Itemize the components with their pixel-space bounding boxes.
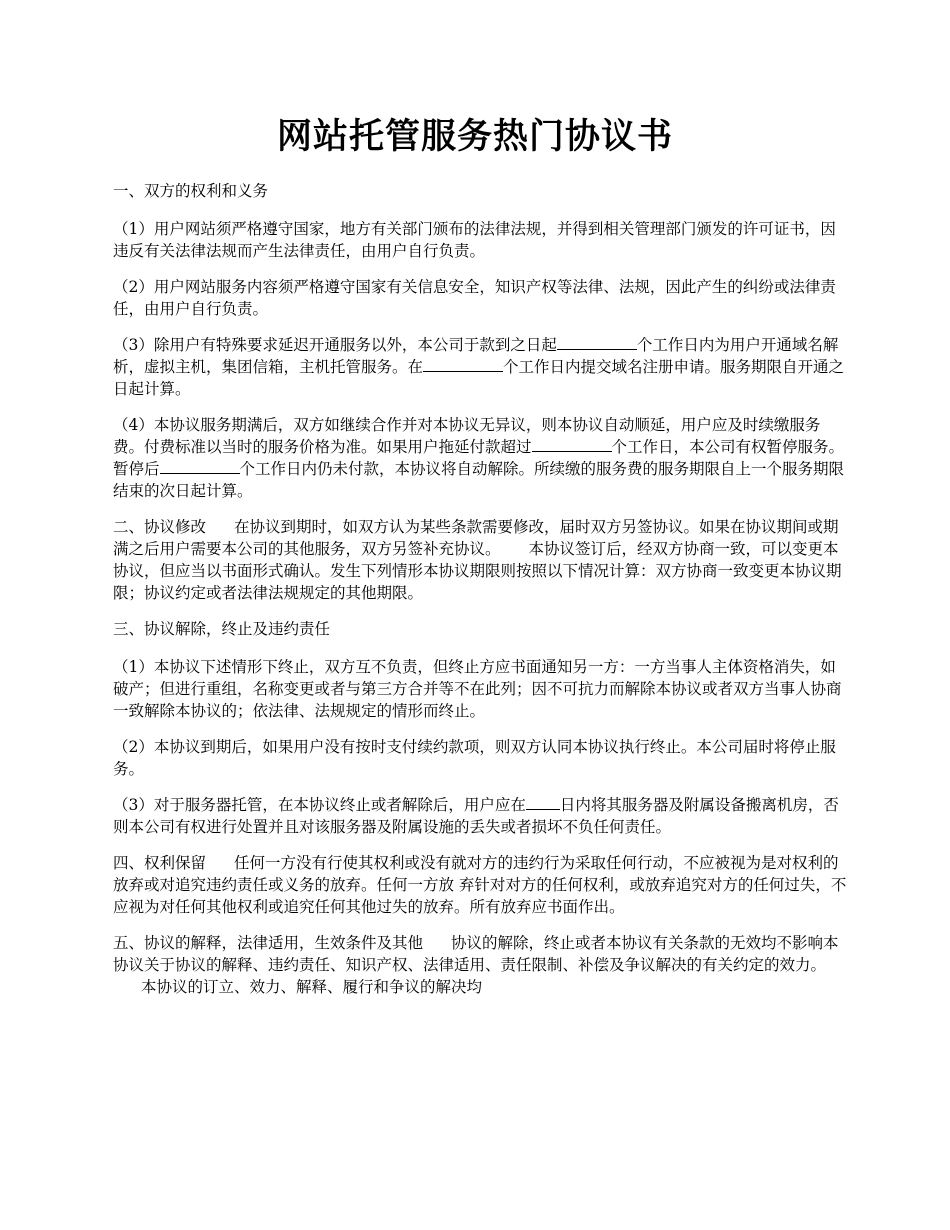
paragraph-text: （3）对于服务器托管，在本协议终止或者解除后，用户应在 [113, 796, 526, 814]
paragraph-text: 在协议到期时，如双方认为某些条款需要修改，届时双方另签协议。如果在协议期间或期满之后用户需要本公司的其他服务，双方另签补充协议。 [113, 518, 839, 558]
section-4-heading: 四、权利保留 [113, 854, 207, 872]
section-4-paragraph [113, 852, 850, 918]
fill-in-blank[interactable] [423, 357, 503, 372]
fill-in-blank[interactable] [526, 795, 560, 810]
paragraph-text: （3）除用户有特殊要求延迟开通服务以外，本公司于款到之日起 [113, 336, 557, 354]
fill-in-blank[interactable] [557, 335, 637, 350]
section-1-paragraph-3 [113, 334, 850, 400]
section-3-paragraph-2: （2）本协议到期后，如果用户没有按时支付续约款项，则双方认同本协议执行终止。本公司届时将停止服务。 [113, 738, 836, 778]
section-3-paragraph-3 [113, 794, 850, 838]
paragraph-text: 本协议签订后，经双方协商一致，可以变更本协议，但应当以书面形式确认。发生下列情形本协议期限则按照以下情况计算：双方协商一致变更本协议期限；协议约定或者法律法规规定的其他期限。 [113, 540, 842, 602]
paragraph-text: （4）本协议服务期满后，双方如继续合作并对本协议无异议，则本协议自动顺延，用户应及时续缴服务费。付费标准以当时的服务价格为准。如果用户拖延付款超过 [113, 416, 821, 456]
section-1-paragraph-1: （1）用户网站须严格遵守国家，地方有关部门颁布的法律法规，并得到相关管理部门颁发的许可证书，因违反有关法律法规而产生法律责任，由用户自行负责。 [113, 220, 836, 260]
paragraph-text: 个工作日内为用户开通域名解析，虚拟主机，集团信箱，主机托管服务。在 [113, 336, 839, 376]
section-3-paragraph-1: （1）本协议下述情形下终止，双方互不负责，但终止方应书面通知另一方：一方当事人主体资格消失，如破产；但进行重组，名称变更或者与第三方合并等不在此列；因不可抗力而解除本协议或者双方当事人协商一致解除本协议的；依法律、法规规定的情形而终止。 [113, 658, 842, 720]
paragraph-text: 任何一方没有行使其权利或没有就对方的违约行为采取任何行动，不应被视为是对权利的放弃或对追究违约责任或义务的放弃。任何一方放 弃针对对方的任何权利，或放弃追究对方的任何过失，不应视为对任何其他权利或追究任何其他过失的放弃。所有放弃应书面作出。 [113, 854, 847, 916]
section-5-heading: 五、协议的解释，法律适用，生效条件及其他 [113, 934, 424, 952]
document-body [113, 180, 850, 1012]
paragraph-text: 个工作日内提交域名注册申请。服务期限自开通之日起计算。 [113, 358, 845, 398]
paragraph-text: 个工作日内仍未付款，本协议将自动解除。所续缴的服务费的服务期限自上一个服务期限结束的次日起计算。 [113, 460, 845, 500]
paragraph-text: 个工作日，本公司有权暂停服务。暂停后 [113, 438, 845, 478]
section-2-paragraph [113, 516, 850, 604]
fill-in-blank[interactable] [160, 459, 240, 474]
fill-in-blank[interactable] [532, 437, 612, 452]
section-3-heading: 三、协议解除，终止及违约责任 [113, 620, 331, 638]
section-1-heading: 一、双方的权利和义务 [113, 182, 269, 200]
section-1-paragraph-4 [113, 414, 850, 502]
paragraph-text: 日内将其服务器及附属设备搬离机房，否则本公司有权进行处置并且对该服务器及附属设施的丢失或者损坏不负任何责任。 [113, 796, 839, 836]
paragraph-text: 本协议的订立、效力、解释、履行和争议的解决均 [141, 978, 483, 996]
section-1-paragraph-2: （2）用户网站服务内容须严格遵守国家有关信息安全，知识产权等法律、法规，因此产生的纠纷或法律责任，由用户自行负责。 [113, 278, 836, 318]
section-5-paragraph [113, 932, 850, 998]
document-title: 网站托管服务热门协议书 [276, 116, 673, 157]
section-2-heading: 二、协议修改 [113, 518, 207, 536]
paragraph-text: 协议的解除，终止或者本协议有关条款的无效均不影响本协议关于协议的解释、违约责任、知识产权、法律适用、责任限制、补偿及争议解决的有关约定的效力。 [113, 934, 839, 974]
